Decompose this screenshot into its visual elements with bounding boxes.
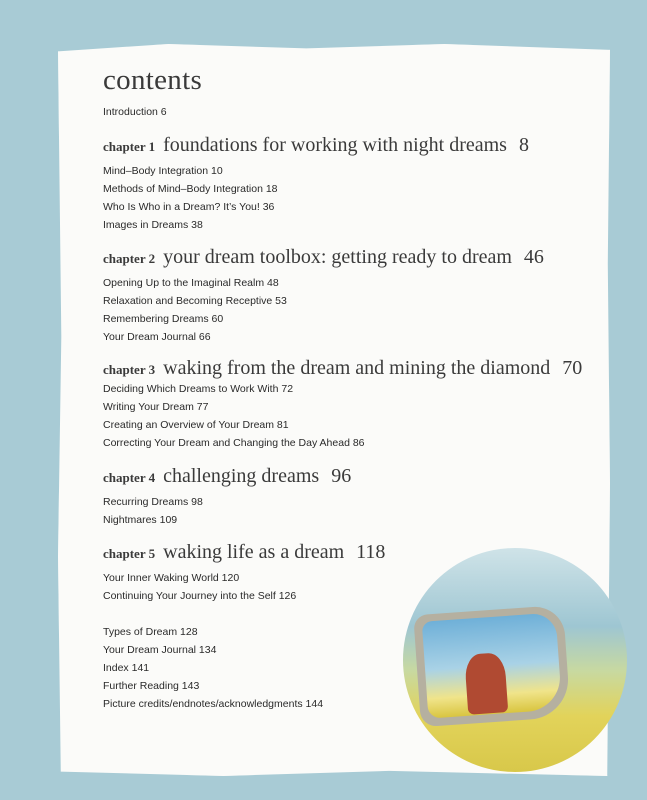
chapter-page: 118 [356,541,386,563]
chapter-page: 96 [331,465,352,487]
toc-entry[interactable]: Images in Dreams 38 [103,219,203,231]
toc-entry[interactable]: Who Is Who in a Dream? It’s You! 36 [103,201,275,213]
toc-entry[interactable]: Nightmares 109 [103,514,178,526]
toc-entry[interactable]: Writing Your Dream 77 [103,401,209,413]
chapter-page: 70 [562,357,583,379]
toc-entry-introduction[interactable]: Introduction 6 [103,106,167,118]
toc-entry[interactable]: Recurring Dreams 98 [103,496,203,508]
chapter-name: your dream toolbox: getting ready to dream [163,246,512,268]
mirror-photo [403,548,627,772]
chapter-name: challenging dreams [163,465,320,487]
chapter-page: 46 [523,246,544,268]
chapter-label: chapter 5 [103,546,156,561]
chapter-heading[interactable] [103,465,351,488]
toc-entry[interactable]: Creating an Overview of Your Dream 81 [103,419,289,431]
toc-entry[interactable]: Relaxation and Becoming Receptive 53 [103,295,287,307]
chapter-label: chapter 2 [103,251,156,266]
toc-entry[interactable]: Your Inner Waking World 120 [103,572,240,584]
chapter-heading[interactable] [103,541,385,564]
chapter-name: foundations for working with night dreams [163,134,507,156]
toc-entry-back-matter[interactable]: Types of Dream 128 [103,626,198,638]
toc-entry-back-matter[interactable]: Picture credits/endnotes/acknowledgments 144 [103,698,324,710]
chapter-page: 8 [518,134,529,156]
chapter-name: waking from the dream and mining the diamond [163,357,551,379]
toc-entry-back-matter[interactable]: Your Dream Journal 134 [103,644,217,656]
chapter-label: chapter 4 [103,470,156,485]
toc-entry-back-matter[interactable]: Further Reading 143 [103,680,200,692]
page-title: contents [103,64,203,96]
toc-entry[interactable]: Correcting Your Dream and Changing the Day Ahead 86 [103,437,365,449]
toc-entry[interactable]: Continuing Your Journey into the Self 126 [103,590,297,602]
side-mirror-image [413,605,570,727]
toc-entry[interactable]: Remembering Dreams 60 [103,313,224,325]
chapter-heading[interactable] [103,134,529,157]
toc-entry[interactable]: Your Dream Journal 66 [103,331,211,343]
chapter-label: chapter 1 [103,139,156,154]
chapter-heading[interactable] [103,246,544,269]
toc-entry[interactable]: Deciding Which Dreams to Work With 72 [103,383,294,395]
chapter-heading[interactable] [103,357,582,380]
chapter-label: chapter 3 [103,362,156,377]
person-figure [464,652,508,715]
toc-entry[interactable]: Mind–Body Integration 10 [103,165,223,177]
chapter-name: waking life as a dream [163,541,345,563]
toc-entry-back-matter[interactable]: Index 141 [103,662,150,674]
toc-entry[interactable]: Opening Up to the Imaginal Realm 48 [103,277,279,289]
toc-entry[interactable]: Methods of Mind–Body Integration 18 [103,183,278,195]
